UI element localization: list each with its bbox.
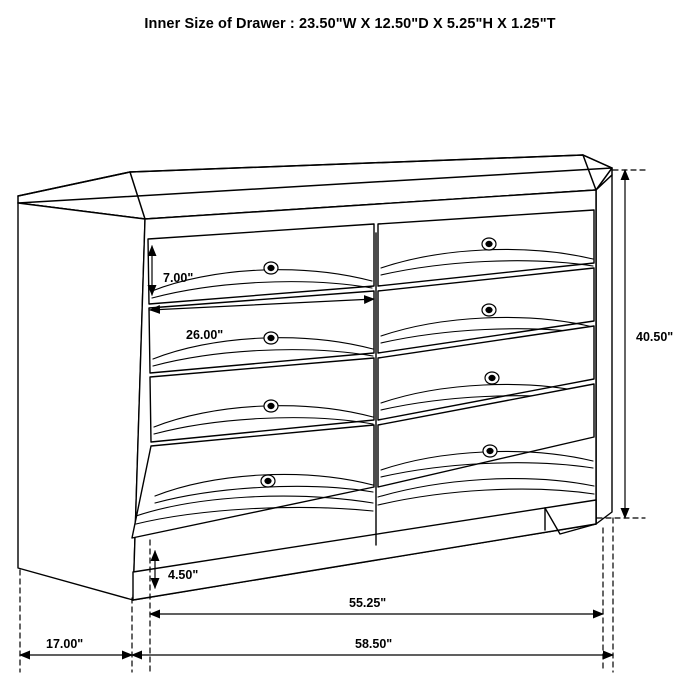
dim-label-overall-width: 58.50" [355,637,393,651]
cabinet-right-side [596,175,612,524]
dim-label-leg-height: 4.50" [168,568,199,582]
dim-label-drawer-height: 7.00" [163,271,194,285]
page-title: Inner Size of Drawer : 23.50"W X 12.50"D X 5.25"H X 1.25"T [144,16,556,32]
drawer-knob [264,400,278,412]
dim-label-side-depth: 17.00" [46,637,84,651]
drawer-knob [482,238,496,250]
drawer-knob [483,445,497,457]
dim-label-overall-height: 40.50" [636,330,674,344]
cabinet-left-side [18,203,145,600]
dim-label-front-width: 55.25" [349,596,387,610]
drawer-knob [264,262,278,274]
drawer-knob [485,372,499,384]
drawer-knob [261,475,275,487]
dim-label-drawer-width: 26.00" [186,328,224,342]
drawer-knob [482,304,496,316]
drawer-knob [264,332,278,344]
